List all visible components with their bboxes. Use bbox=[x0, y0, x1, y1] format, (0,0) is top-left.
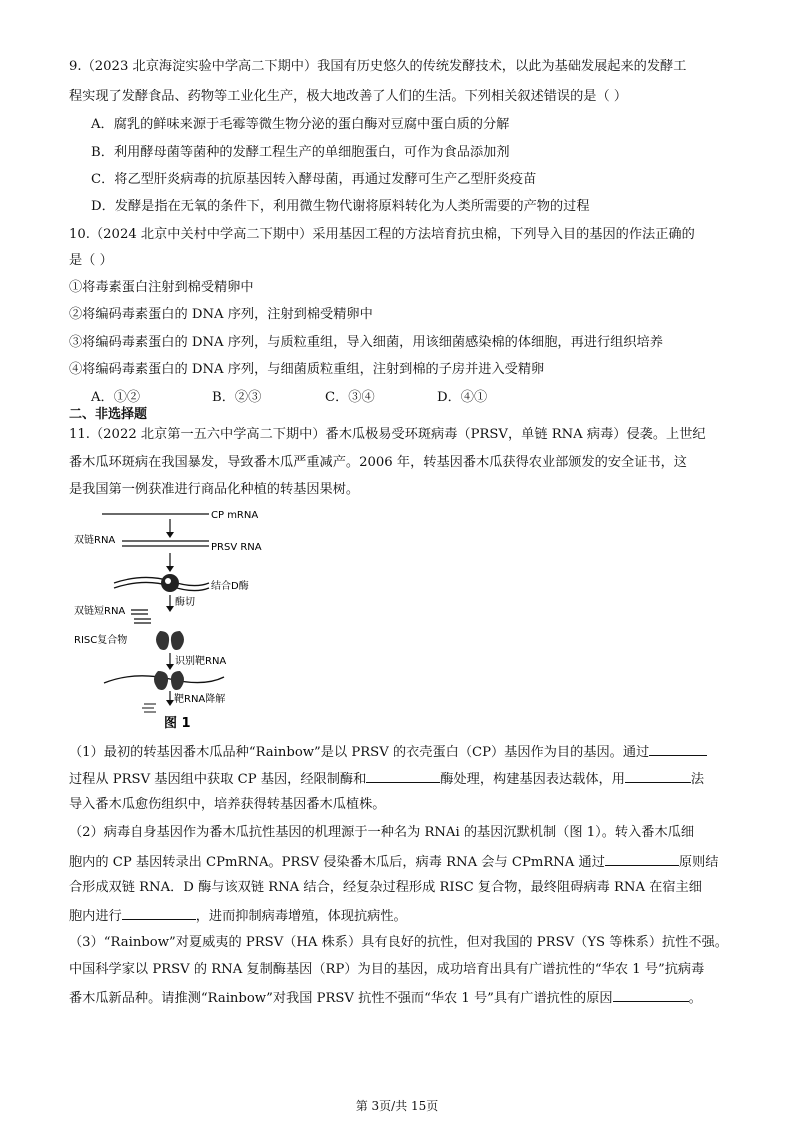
risc-lobe-right bbox=[171, 631, 184, 650]
risc-lobe-left bbox=[156, 631, 169, 650]
q10-statement-3: ③将编码毒素蛋白的 DNA 序列，与质粒重组，导入细菌，用该细菌感染棉的体细胞，再进行组织培养 bbox=[69, 335, 663, 350]
arrow-3-head bbox=[166, 606, 174, 612]
label-cut: 酶切 bbox=[175, 597, 195, 608]
arrow-5-head bbox=[166, 700, 174, 706]
q10-statement-4: ④将编码毒素蛋白的 DNA 序列，与细菌质粒重组，注射到棉的子房并进入受精卵 bbox=[69, 362, 545, 377]
p3-text-c2: 。 bbox=[688, 991, 702, 1006]
p2-line4 bbox=[69, 905, 407, 927]
p2-text-b1: 胞内的 CP 基因转录出 CPmRNA。PRSV 侵染番木瓜后，病毒 RNA 会与 CPmRNA 通过 bbox=[69, 855, 605, 870]
section-heading: 二、非选择题 bbox=[69, 407, 148, 422]
rnai-diagram bbox=[74, 505, 304, 730]
label-dsrna: 双链RNA bbox=[74, 535, 116, 546]
p1-answer-blank-1[interactable] bbox=[649, 741, 707, 756]
figure-caption: 图 1 bbox=[164, 716, 191, 730]
p1-text-b3: 法 bbox=[690, 772, 705, 787]
arrow-4-head bbox=[166, 664, 174, 670]
q9-option-b: B．利用酵母菌等菌种的发酵工程生产的单细胞蛋白，可作为食品添加剂 bbox=[91, 145, 510, 160]
p1-line2 bbox=[69, 768, 704, 790]
label-risc: RISC复合物 bbox=[74, 635, 128, 646]
p3-line1: （3）“Rainbow”对夏威夷的 PRSV（HA 株系）具有良好的抗性，但对我国的 PRSV（YS 等株系）抗性不强。 bbox=[69, 935, 728, 950]
p1-line1 bbox=[69, 741, 707, 763]
q11-stem-line3: 是我国第一例获准进行商品化种植的转基因果树。 bbox=[69, 482, 360, 497]
q9-option-c: C．将乙型肝炎病毒的抗原基因转入酵母菌，再通过发酵可生产乙型肝炎疫苗 bbox=[91, 172, 537, 187]
p1-text-a: （1）最初的转基因番木瓜品种“Rainbow”是以 PRSV 的衣壳蛋白（CP）基因作为目的基因。通过 bbox=[69, 745, 650, 760]
q10-stem-line1: 10.（2024 北京中关村中学高二下期中）采用基因工程的方法培育抗虫棉，下列导入目的基因的作法正确的 bbox=[69, 227, 695, 242]
label-degrade: 靶RNA降解 bbox=[174, 694, 226, 705]
label-cp-mrna: CP mRNA bbox=[211, 510, 259, 521]
p1-line3: 导入番木瓜愈伤组织中，培养获得转基因番木瓜植株。 bbox=[69, 797, 386, 812]
risc-bound-left bbox=[154, 671, 168, 690]
p1-text-b1: 过程从 PRSV 基因组中获取 CP 基因，经限制酶和 bbox=[69, 772, 367, 787]
p2-line1: （2）病毒自身基因作为番木瓜抗性基因的机理源于一种名为 RNAi 的基因沉默机制（图 1）。转入番木瓜细 bbox=[69, 825, 695, 840]
q9-stem-line1: 9.（2023 北京海淀实验中学高二下期中）我国有历史悠久的传统发酵技术，以此为基础发展起来的发酵工 bbox=[69, 59, 687, 74]
q9-option-a: A．腐乳的鲜味来源于毛霉等微生物分泌的蛋白酶对豆腐中蛋白质的分解 bbox=[91, 117, 510, 132]
q10-option-a: A．①② bbox=[91, 390, 141, 405]
q10-stem-line2: 是（ ） bbox=[69, 253, 113, 268]
label-short-dsrna: 双链短RNA bbox=[74, 606, 126, 617]
p1-answer-blank-2[interactable] bbox=[366, 768, 440, 783]
arrow-1-head bbox=[166, 532, 174, 538]
arrow-2-head bbox=[166, 566, 174, 572]
label-prsv-rna: PRSV RNA bbox=[211, 542, 262, 553]
p2-text-d1: 胞内进行 bbox=[69, 909, 122, 924]
p2-text-d2: ，进而抑制病毒增殖，体现抗病性。 bbox=[195, 909, 407, 924]
p2-answer-blank-1[interactable] bbox=[605, 851, 679, 866]
p1-answer-blank-3[interactable] bbox=[625, 768, 691, 783]
p3-line3 bbox=[69, 987, 702, 1009]
p1-text-b2: 酶处理，构建基因表达载体，用 bbox=[440, 772, 625, 787]
p3-line2: 中国科学家以 PRSV 的 RNA 复制酶基因（RP）为目的基因，成功培育出具有广谱抗性的“华农 1 号”抗病毒 bbox=[69, 962, 705, 977]
p2-line3: 合形成双链 RNA．D 酶与该双链 RNA 结合，经复杂过程形成 RISC 复合物，最终阻碍病毒 RNA 在宿主细 bbox=[69, 880, 702, 895]
label-bind-d: 结合D酶 bbox=[211, 581, 249, 592]
q11-stem-line2: 番木瓜环斑病在我国暴发，导致番木瓜严重减产。2006 年，转基因番木瓜获得农业部颁发的安全证书，这 bbox=[69, 455, 687, 470]
p2-text-b2: 原则结 bbox=[678, 855, 719, 870]
p2-answer-blank-2[interactable] bbox=[122, 905, 196, 920]
q10-option-b: B．②③ bbox=[212, 390, 262, 405]
q9-stem-line2: 程实现了发酵食品、药物等工业化生产，极大地改善了人们的生活。下列相关叙述错误的是（ ） bbox=[69, 89, 628, 104]
q9-option-d: D．发酵是指在无氧的条件下，利用微生物代谢将原料转化为人类所需要的产物的过程 bbox=[91, 199, 590, 214]
p3-answer-blank-1[interactable] bbox=[613, 987, 689, 1002]
p3-text-c1: 番木瓜新品种。请推测“Rainbow”对我国 PRSV 抗性不强而“华农 1 号”具有广谱抗性的原因 bbox=[69, 991, 613, 1006]
q10-statement-1: ①将毒素蛋白注射到棉受精卵中 bbox=[69, 280, 254, 295]
q11-stem-line1: 11.（2022 北京第一五六中学高二下期中）番木瓜极易受环斑病毒（PRSV，单链 RNA 病毒）侵袭。上世纪 bbox=[69, 427, 706, 442]
risc-bound-right bbox=[171, 671, 184, 690]
q10-option-c: C．③④ bbox=[325, 390, 375, 405]
q10-statement-2: ②将编码毒素蛋白的 DNA 序列，注射到棉受精卵中 bbox=[69, 307, 373, 322]
p2-line2 bbox=[69, 851, 718, 873]
label-recognize: 识别靶RNA bbox=[175, 656, 227, 667]
q10-option-d: D．④① bbox=[437, 390, 488, 405]
d-enzyme-highlight bbox=[165, 578, 171, 584]
page-number: 第 3页/共 15页 bbox=[355, 1099, 439, 1113]
